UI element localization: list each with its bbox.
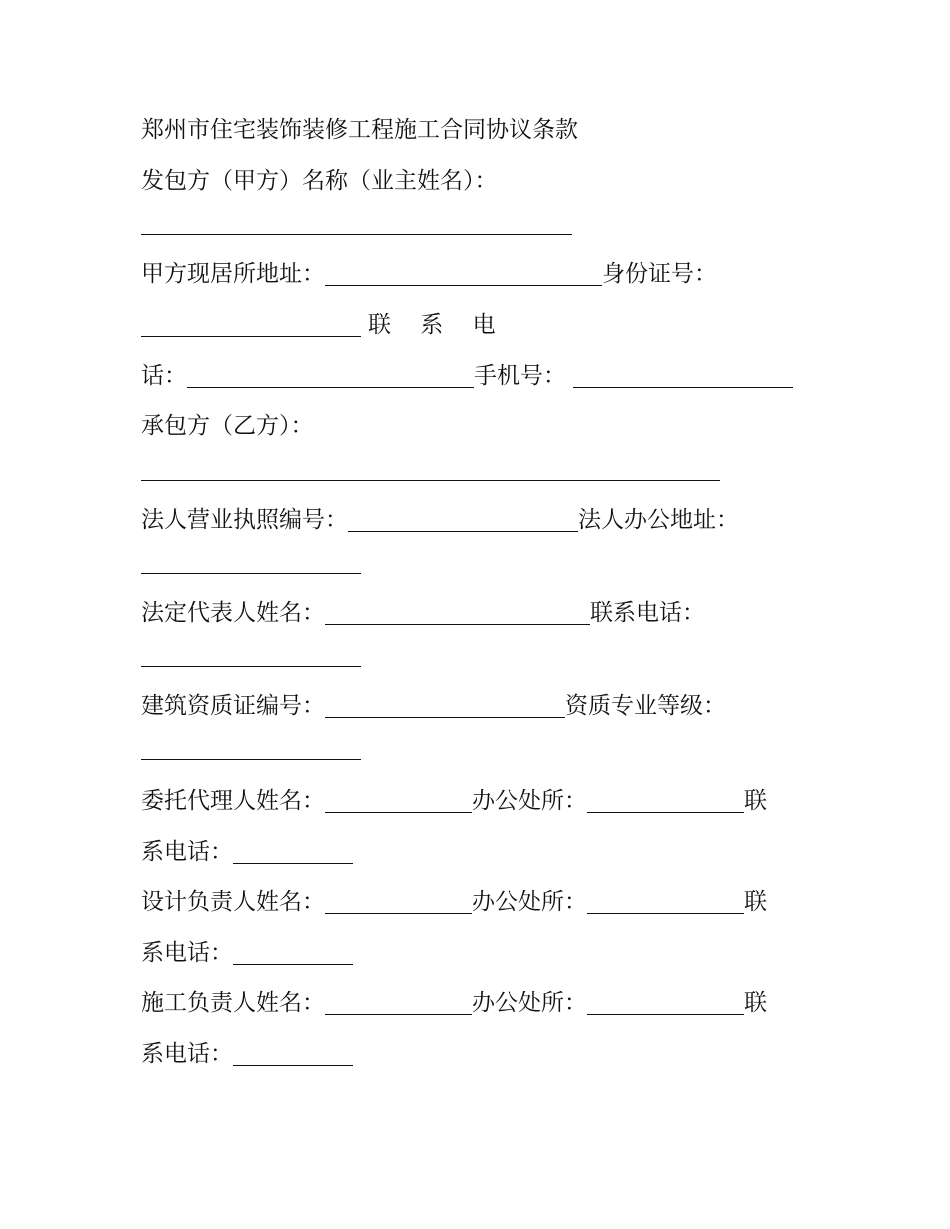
construction-phone-field[interactable] (233, 1036, 353, 1066)
party-b-license-field[interactable] (348, 502, 578, 532)
designer-line (141, 884, 767, 920)
party-a-address-line (141, 256, 717, 292)
party-b-grade-blank-line (141, 730, 361, 766)
party-a-address-field[interactable] (325, 256, 602, 286)
party-b-license-label: 法人营业执照编号： (141, 507, 348, 533)
party-a-phone-line (141, 358, 793, 394)
party-b-rep-phone-field[interactable] (141, 637, 361, 667)
party-b-name-line (141, 408, 314, 444)
construction-name-field[interactable] (325, 985, 472, 1015)
construction-office-field[interactable] (587, 985, 744, 1015)
party-a-address-label: 甲方现居所地址： (141, 261, 325, 287)
party-b-office-blank-line (141, 544, 361, 580)
agent-name-field[interactable] (325, 783, 472, 813)
party-a-phone-label-part1: 联 系 电 (368, 312, 507, 338)
agent-office-label: 办公处所： (472, 788, 587, 814)
designer-phone-label-part1: 联 (744, 889, 767, 915)
document-title-line (141, 112, 578, 148)
designer-office-field[interactable] (587, 884, 744, 914)
party-b-grade-label: 资质专业等级： (565, 693, 726, 719)
party-b-rep-line (141, 595, 705, 631)
construction-name-label: 施工负责人姓名： (141, 990, 325, 1016)
agent-phone-label-part1: 联 (744, 788, 767, 814)
party-b-grade-field[interactable] (141, 730, 361, 760)
party-a-id-blank-line (141, 307, 507, 343)
party-a-mobile-field[interactable] (573, 358, 793, 388)
party-b-office-field[interactable] (141, 544, 361, 574)
designer-office-label: 办公处所： (472, 889, 587, 915)
party-b-name-field[interactable] (141, 451, 720, 481)
agent-office-field[interactable] (587, 783, 744, 813)
party-a-id-label: 身份证号： (602, 261, 717, 287)
party-b-cert-line (141, 688, 726, 724)
designer-phone-field[interactable] (233, 935, 353, 965)
party-b-rep-phone-label: 联系电话： (590, 600, 705, 626)
party-b-license-line (141, 502, 739, 538)
party-a-name-line (141, 163, 498, 199)
designer-phone-label-part2: 系电话： (141, 940, 233, 966)
designer-phone-line (141, 935, 353, 971)
party-a-mobile-label: 手机号： (474, 363, 566, 389)
construction-phone-line (141, 1036, 353, 1072)
party-b-rep-name-label: 法定代表人姓名： (141, 600, 325, 626)
party-b-cert-field[interactable] (325, 688, 565, 718)
party-a-phone-field[interactable] (187, 358, 474, 388)
party-b-office-label: 法人办公地址： (578, 507, 739, 533)
agent-phone-line (141, 834, 353, 870)
party-a-id-field[interactable] (141, 307, 361, 337)
document-title: 郑州市住宅装饰装修工程施工合同协议条款 (141, 117, 578, 143)
construction-office-label: 办公处所： (472, 990, 587, 1016)
construction-phone-label-part1: 联 (744, 990, 767, 1016)
party-b-rep-phone-blank-line (141, 637, 361, 673)
party-a-name-blank-line (141, 205, 572, 241)
party-b-name-label: 承包方（乙方）： (141, 413, 314, 439)
agent-phone-label-part2: 系电话： (141, 839, 233, 865)
party-b-cert-label: 建筑资质证编号： (141, 693, 325, 719)
designer-name-label: 设计负责人姓名： (141, 889, 325, 915)
party-b-name-blank-line (141, 451, 720, 487)
construction-phone-label-part2: 系电话： (141, 1041, 233, 1067)
party-a-name-label: 发包方（甲方）名称（业主姓名）： (141, 168, 498, 194)
designer-name-field[interactable] (325, 884, 472, 914)
construction-line (141, 985, 767, 1021)
party-a-phone-label-part2: 话： (141, 363, 187, 389)
agent-phone-field[interactable] (233, 834, 353, 864)
party-b-rep-name-field[interactable] (325, 595, 590, 625)
party-a-name-field[interactable] (141, 205, 572, 235)
agent-line (141, 783, 767, 819)
agent-name-label: 委托代理人姓名： (141, 788, 325, 814)
